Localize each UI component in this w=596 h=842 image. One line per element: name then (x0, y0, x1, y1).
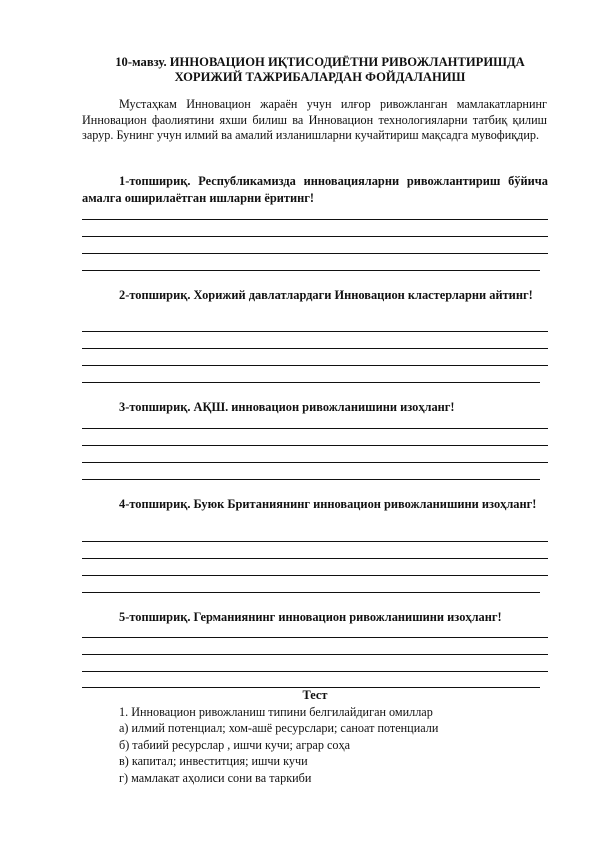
answer-line[interactable] (82, 479, 540, 480)
page-title (82, 55, 558, 85)
task-1: 1-топшириқ. Республикамизда инновацияларни ривожлантириш бўйича амалга оширилаётган ишларни ёритинг! (82, 174, 548, 205)
test-option-c: в) капитал; инвеститция; ишчи кучи (119, 754, 308, 768)
answer-line[interactable] (82, 637, 548, 638)
answer-line[interactable] (82, 541, 548, 542)
task-4: 4-топшириқ. Буюк Британиянинг инновацион ривожланишини изоҳланг! (119, 497, 537, 511)
answer-line[interactable] (82, 365, 548, 366)
answer-line[interactable] (82, 671, 548, 672)
answer-line[interactable] (82, 382, 540, 383)
title-line-1: 10-мавзу. ИННОВАЦИОН ИҚТИСОДИЁТНИ РИВОЖЛАНТИРИШДА (115, 55, 525, 69)
answer-line[interactable] (82, 654, 548, 655)
answer-line[interactable] (82, 445, 548, 446)
answer-line[interactable] (82, 592, 540, 593)
task-3: 3-топшириқ. АҚШ. инновацион ривожланишини изоҳланг! (119, 400, 455, 414)
answer-line[interactable] (82, 575, 548, 576)
test-option-a: а) илмий потенциал; хом-ашё ресурслари; саноат потенциали (119, 721, 439, 735)
test-option-b: б) табиий ресурслар , ишчи кучи; аграр соҳа (119, 738, 350, 752)
answer-line[interactable] (82, 331, 548, 332)
test-question: 1. Инновацион ривожланиш типини белгилайдиган омиллар (119, 705, 433, 719)
test-heading: Тест (302, 688, 328, 702)
answer-line[interactable] (82, 462, 548, 463)
answer-line[interactable] (82, 428, 548, 429)
answer-line[interactable] (82, 219, 548, 220)
task-2: 2-топшириқ. Хорижий давлатлардаги Инновацион кластерларни айтинг! (119, 288, 533, 302)
answer-line[interactable] (82, 270, 540, 271)
title-line-2: ХОРИЖИЙ ТАЖРИБАЛАРДАН ФОЙДАЛАНИШ (174, 70, 466, 84)
test-option-d: г) мамлакат аҳолиси сони ва таркиби (119, 771, 312, 785)
intro-paragraph: Мустаҳкам Инновацион жараён учун илғор ривожланган мамлакатларнинг Инновацион фаолиятини яхши билиш ва Инновацион технологияларни татбиқ қилиш зарур. Бунинг учун илмий ва амалий изланишларни кучайтириш мақсадга мувофиқдир. (82, 97, 547, 143)
task-5: 5-топшириқ. Германиянинг инновацион ривожланишини изоҳланг! (119, 610, 502, 624)
answer-line[interactable] (82, 558, 548, 559)
answer-line[interactable] (82, 253, 548, 254)
answer-line[interactable] (82, 348, 548, 349)
answer-line[interactable] (82, 236, 548, 237)
